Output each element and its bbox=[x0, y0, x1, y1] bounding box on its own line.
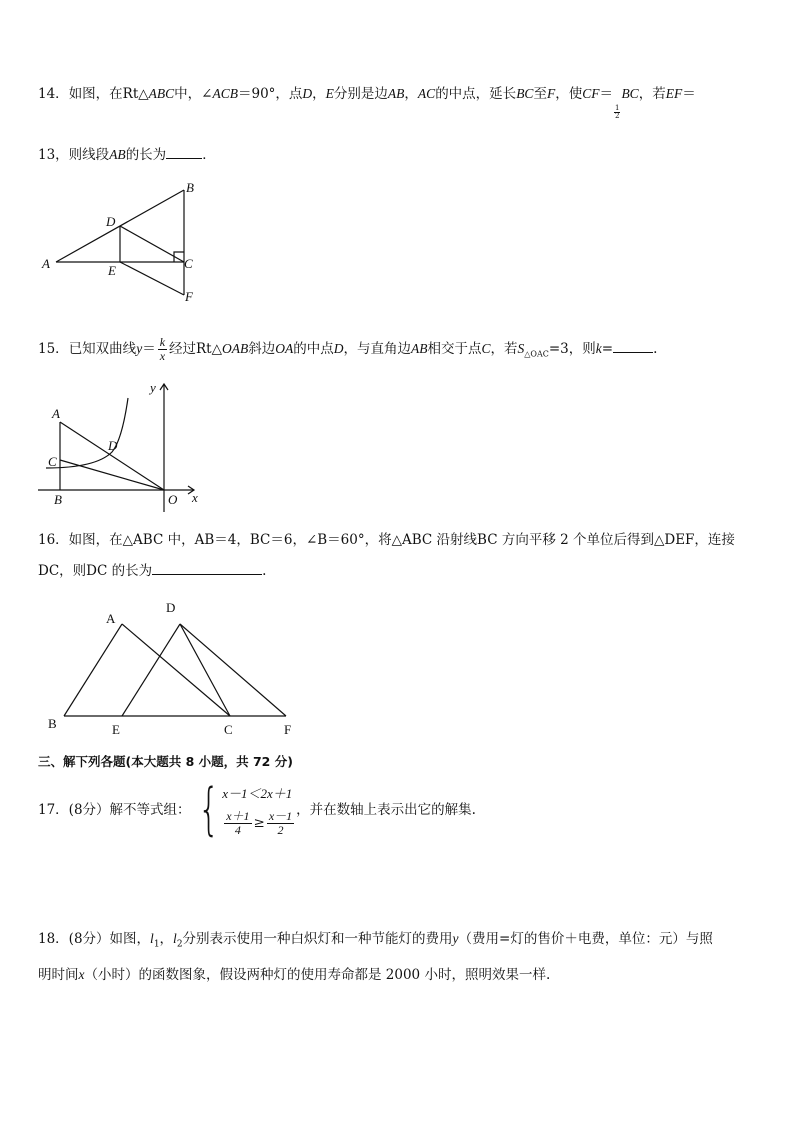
q16-line1: 16．如图，在△ABC 中，AB＝4，BC＝6，∠B＝60°，将△ABC 沿射线BC 方向平移 2 个单位后得到△DEF，连接 bbox=[38, 532, 735, 548]
segment-ef bbox=[120, 262, 184, 295]
q14-var: E bbox=[325, 86, 334, 101]
q15-answer-blank[interactable] bbox=[613, 338, 653, 353]
label-c: C bbox=[48, 454, 57, 469]
q18-var: y bbox=[452, 931, 459, 946]
q18-text: 分别表示使用一种白炽灯和一种节能灯的费用 bbox=[182, 931, 453, 947]
q14-text: ，使 bbox=[555, 86, 583, 102]
label-d: D bbox=[166, 600, 176, 615]
q14-text: ， bbox=[312, 86, 326, 102]
q14-var: AB bbox=[387, 86, 405, 101]
q15-text: 斜边 bbox=[248, 341, 276, 357]
segment-ac bbox=[122, 624, 230, 716]
label-y-axis: y bbox=[150, 380, 156, 395]
q18-var: l bbox=[150, 931, 154, 946]
q15-text: ，若 bbox=[490, 341, 518, 357]
brace-icon: { bbox=[197, 777, 220, 842]
q17-inequality-system bbox=[191, 777, 297, 842]
segment-oa bbox=[60, 422, 164, 490]
label-d: D bbox=[108, 438, 118, 453]
q14-number: 14． bbox=[38, 86, 69, 102]
frac-den: 2 bbox=[614, 112, 620, 120]
q14-var: ABC bbox=[148, 86, 175, 101]
q15-var: OA bbox=[275, 341, 294, 356]
q15-line1 bbox=[38, 336, 657, 365]
q15-text: 经过Rt△ bbox=[169, 341, 222, 357]
q14-text: 分别是边 bbox=[333, 86, 388, 102]
q15-k-over-x bbox=[158, 336, 167, 363]
q16-figure bbox=[40, 596, 310, 740]
q16-answer-blank[interactable] bbox=[152, 560, 262, 575]
label-c: C bbox=[224, 722, 233, 737]
q15-var: k bbox=[595, 341, 602, 356]
q17-frac-2 bbox=[267, 810, 294, 837]
q18-text: ， bbox=[159, 931, 174, 947]
q17-frac-1 bbox=[224, 810, 251, 837]
label-b: B bbox=[54, 492, 62, 507]
frac-num: x－1 bbox=[268, 808, 293, 823]
label-a: A bbox=[42, 256, 50, 271]
label-d: D bbox=[106, 214, 116, 229]
q14-var: BC bbox=[516, 86, 534, 101]
q18-text: （小时）的函数图象，假设两种灯的使用寿命都是 2000 小时，照明效果一样. bbox=[84, 967, 551, 983]
label-f: F bbox=[284, 722, 292, 737]
q17-text: 17．(8分）解不等式组： bbox=[38, 802, 191, 818]
q14-var: F bbox=[546, 86, 556, 101]
segment-ed bbox=[122, 624, 180, 716]
q15-text: = bbox=[601, 341, 614, 357]
label-a: A bbox=[106, 611, 116, 626]
q14-var: ACB bbox=[212, 86, 238, 101]
q15-text: . bbox=[653, 341, 658, 357]
q15-text: 已知双曲线 bbox=[68, 341, 137, 357]
q14-text: ， bbox=[404, 86, 418, 102]
frac-den: 4 bbox=[234, 822, 241, 837]
q14-figure bbox=[36, 180, 216, 305]
label-a: A bbox=[52, 406, 60, 421]
q18-subscript: 2 bbox=[176, 939, 183, 950]
frac-num: 1 bbox=[614, 104, 620, 112]
label-e: E bbox=[112, 722, 120, 737]
q15-var: C bbox=[481, 341, 491, 356]
label-f: F bbox=[185, 289, 193, 304]
label-o: O bbox=[168, 492, 178, 507]
q15-text: 相交于点 bbox=[427, 341, 482, 357]
q18-subscript: 1 bbox=[153, 939, 160, 950]
q18-line2 bbox=[38, 965, 550, 985]
q14-var: AC bbox=[417, 86, 436, 101]
q18-text: 18．(8分）如图， bbox=[38, 931, 151, 947]
q18-var: l bbox=[173, 931, 177, 946]
segment-dc bbox=[180, 624, 230, 716]
q15-text: 的中点 bbox=[293, 341, 334, 357]
frac-den: x bbox=[159, 349, 166, 363]
label-b: B bbox=[48, 716, 57, 731]
q14-text: ＝90°，点 bbox=[237, 86, 303, 102]
q14-text: 13，则线段 bbox=[38, 147, 110, 163]
q15-figure bbox=[36, 378, 206, 512]
q15-var: y bbox=[136, 341, 143, 356]
label-e: E bbox=[108, 263, 116, 278]
q15-number: 15． bbox=[38, 341, 69, 357]
q15-var: AB bbox=[411, 341, 428, 356]
q14-text: ＝ bbox=[599, 86, 613, 102]
q14-text: ． bbox=[202, 147, 216, 163]
segment-ab bbox=[64, 624, 122, 716]
q14-text: 中，∠ bbox=[174, 86, 213, 102]
q14-half-fraction bbox=[614, 105, 620, 120]
q14-answer-blank[interactable] bbox=[166, 144, 202, 159]
q17-inequality-2 bbox=[222, 810, 296, 837]
q14-var: CF bbox=[582, 86, 600, 101]
label-x-axis: x bbox=[192, 490, 198, 505]
q17-inequality-1: x－1＜2x＋1 bbox=[222, 785, 293, 801]
q14-var: EF bbox=[665, 86, 683, 101]
q15-text: ＝ bbox=[142, 341, 156, 357]
q16-text: DC，则DC 的长为 bbox=[38, 563, 153, 579]
q18-var: x bbox=[78, 967, 85, 982]
q14-text: ，若 bbox=[638, 86, 666, 102]
frac-num: x＋1 bbox=[226, 808, 250, 823]
q14-text: 至 bbox=[533, 86, 547, 102]
q14-var: D bbox=[302, 86, 313, 101]
q18-text: （费用=灯的售价＋电费，单位：元）与照 bbox=[458, 931, 713, 947]
label-b: B bbox=[186, 180, 194, 195]
q15-text: ，与直角边 bbox=[343, 341, 411, 357]
q14-line1 bbox=[38, 84, 696, 120]
q18-line1 bbox=[38, 929, 713, 955]
q14-line2 bbox=[38, 144, 216, 165]
q14-var: BC bbox=[621, 86, 639, 101]
q14-var: AB bbox=[109, 147, 126, 162]
q17-line bbox=[38, 777, 476, 842]
section-three-heading: 三、解下列各题(本大题共 8 小题，共 72 分) bbox=[38, 754, 293, 769]
q16-line2 bbox=[38, 560, 266, 581]
q16-text: . bbox=[262, 563, 267, 579]
q14-text: 的长为 bbox=[125, 147, 167, 163]
q18-text: 明时间 bbox=[38, 967, 79, 983]
segment-df bbox=[180, 624, 286, 716]
q17-geq: ≥ bbox=[253, 815, 265, 831]
label-c: C bbox=[184, 256, 193, 271]
q14-text: ＝ bbox=[682, 86, 696, 102]
segment-oc bbox=[60, 460, 164, 490]
q17-text: ，并在数轴上表示出它的解集. bbox=[296, 802, 476, 818]
q14-text: 如图，在Rt△ bbox=[68, 86, 149, 102]
q15-var: S bbox=[517, 341, 525, 356]
frac-num: k bbox=[159, 335, 166, 349]
q15-var: OAB bbox=[222, 341, 249, 356]
q15-text: =3，则 bbox=[548, 341, 596, 357]
frac-den: 2 bbox=[277, 822, 284, 837]
q14-text: 的中点，延长 bbox=[435, 86, 517, 102]
q15-var: D bbox=[333, 341, 344, 356]
q15-subscript: △OAC bbox=[524, 349, 549, 359]
